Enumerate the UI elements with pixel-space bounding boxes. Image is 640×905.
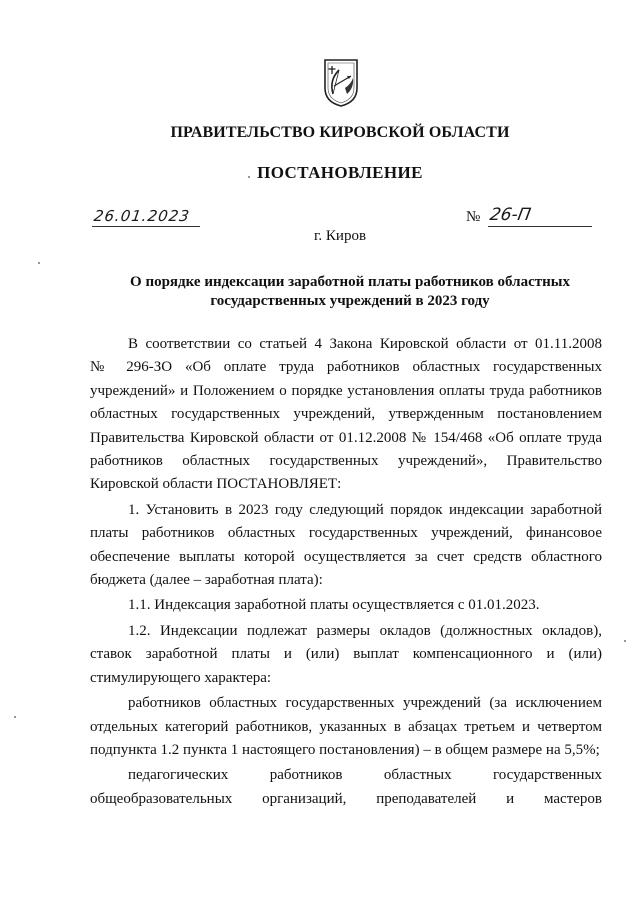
- scan-speck: [38, 262, 40, 264]
- text-line: Правительства Кировской области от 01.12.2008 № 154/468 «Об оплате труда: [90, 429, 602, 446]
- title-line: О порядке индексации заработной платы работников областных: [130, 274, 570, 290]
- text-line: учреждений» и Положением о порядке установления оплаты труда работников: [90, 382, 602, 399]
- text-line: обеспечение выплаты которой осуществляется за счет средств областного: [90, 548, 602, 565]
- paragraph-general-workers: [90, 692, 602, 762]
- coat-of-arms-emblem: [323, 58, 359, 108]
- text-line: работников областных государственных учреждений», Правительство: [90, 453, 602, 470]
- text-line: ставок заработной платы и (или) выплат компенсационного и (или): [90, 646, 602, 663]
- text-line: бюджета (далее – заработная плата):: [90, 572, 323, 589]
- document-type: ПОСТАНОВЛЕНИЕ: [257, 163, 423, 182]
- scan-speck: [248, 176, 250, 178]
- text-line: платы работников областных государственных учреждений, финансовое: [90, 525, 602, 542]
- text-line: отдельных категорий работников, указанных в абзацах третьем и четвертом: [90, 718, 602, 735]
- paragraph-preamble: [90, 333, 602, 497]
- text-line: стимулирующего характера:: [90, 669, 272, 686]
- text-line: Кировской области ПОСТАНОВЛЯЕТ:: [90, 476, 342, 493]
- text-line: общеобразовательных организаций, преподавателей и мастеров: [90, 790, 602, 807]
- handwritten-number: 26-П: [488, 205, 533, 225]
- text-line: В соответствии со статьей 4 Закона Кировской области от 01.11.2008: [128, 336, 602, 352]
- text-line: 1.2. Индексации подлежат размеры окладов (должностных окладов),: [128, 622, 602, 639]
- text-line: подпункта 1.2 пункта 1 настоящего постановления) – в общем размере на 5,5%;: [90, 741, 600, 758]
- city-name: г. Киров: [313, 228, 367, 244]
- paragraph-teachers: [90, 764, 602, 811]
- government-name: ПРАВИТЕЛЬСТВО КИРОВСКОЙ ОБЛАСТИ: [170, 124, 510, 141]
- paragraph-item-1-1: [90, 594, 602, 617]
- number-underline: [488, 226, 592, 227]
- title-line: государственных учреждений в 2023 году: [210, 293, 490, 309]
- scan-speck: [624, 640, 626, 642]
- text-line: 1. Установить в 2023 году следующий порядок индексации заработной: [128, 501, 602, 518]
- text-line: областных государственных учреждений, утвержденным постановлением: [90, 406, 602, 423]
- text-line: работников областных государственных учреждений (за исключением: [128, 695, 602, 712]
- text-line: № 296-ЗО «Об оплате труда работников областных государственных: [90, 359, 602, 376]
- text-line: педагогических работников областных государственных: [128, 767, 602, 784]
- paragraph-item-1: [90, 499, 602, 593]
- document-title: [100, 273, 600, 311]
- document-body: [90, 333, 602, 813]
- date-underline: [92, 226, 200, 227]
- scan-speck: [14, 716, 16, 718]
- number-sign: №: [466, 209, 481, 225]
- text-line: 1.1. Индексация заработной платы осуществляется с 01.01.2023.: [128, 597, 540, 614]
- paragraph-item-1-2: [90, 620, 602, 690]
- handwritten-date: 26.01.2023: [92, 207, 192, 225]
